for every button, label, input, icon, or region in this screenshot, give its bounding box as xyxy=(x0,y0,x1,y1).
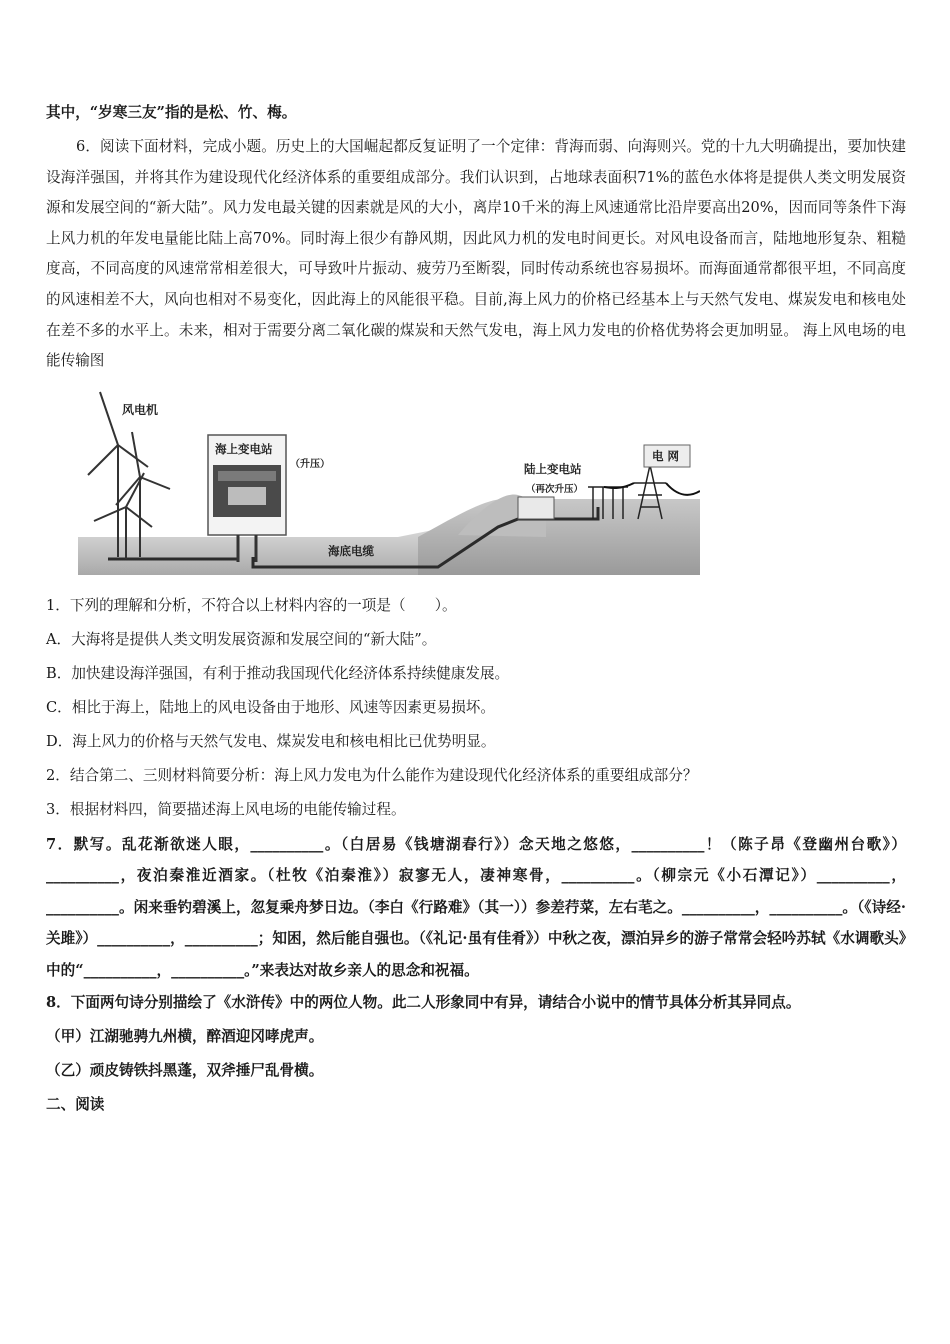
question-8-prompt: 8．下面两句诗分别描绘了《水浒传》中的两位人物。此二人形象同中有异，请结合小说中的情节具体分析其异同点。 xyxy=(46,994,801,1012)
question-8-line-a: （甲）江湖驰骋九州横，醉酒迎冈哮虎声。 xyxy=(46,1028,324,1046)
option-a: A．大海将是提供人类文明发展资源和发展空间的“新大陆”。 xyxy=(46,630,437,648)
onshore-station-label: 陆上变电站 xyxy=(524,461,582,476)
grid-wire-left xyxy=(604,483,634,488)
section-two-heading: 二、阅读 xyxy=(46,1096,105,1114)
question-7-dictation: 7．默写。乱花渐欲迷人眼，__________。（白居易《钱塘湖春行》）念天地之悠悠，__________！（陈子昂《登幽州台歌》）__________，夜泊秦淮近酒家。（杜牧《泊秦淮》）寂寥无人，凄神寒骨，__________。（柳宗元《小石潭记》）__________，__________。闲来垂钓碧溪上，忽复乘舟梦日边。（李白《行路难》（其一））参差荇菜，左右芼之。__________，__________。（《诗经·关雎》）__________，__________；知困，然后能自强也。（《礼记·虽有佳肴》）中秋之夜，漂泊异乡的游子常常会轻吟苏轼《水调歌头》中的“__________，__________。”来表达对故乡亲人的思念和祝福。 xyxy=(46,835,906,979)
option-c: C．相比于海上，陆地上的风电设备由于地形、风速等因素更易损坏。 xyxy=(46,698,495,716)
onshore-station-note: （再次升压） xyxy=(526,483,584,495)
platform-module xyxy=(228,487,266,505)
land-area xyxy=(418,499,700,575)
turbine-label: 风电机 xyxy=(122,402,159,417)
sub-question-2: 2．结合第二、三则材料简要分析：海上风力发电为什么能作为建设现代化经济体系的重要组成部分？ xyxy=(46,766,698,784)
question-6-subquestions xyxy=(46,589,906,827)
seabed-cable-label: 海底电缆 xyxy=(328,543,374,558)
option-b: B．加快建设海洋强国，有利于推动我国现代化经济体系持续健康发展。 xyxy=(46,664,510,682)
intro-line: 其中，“岁寒三友”指的是松、竹、梅。 xyxy=(46,104,297,121)
platform-deck xyxy=(218,471,276,481)
power-transmission-figure xyxy=(78,387,700,575)
option-d: D．海上风力的价格与天然气发电、煤炭发电和核电相比已优势明显。 xyxy=(46,732,496,750)
question-8 xyxy=(46,986,906,1088)
sub-question-1: 1．下列的理解和分析，不符合以上材料内容的一项是（ ）。 xyxy=(46,596,457,614)
sub-question-3: 3．根据材料四，简要描述海上风电场的电能传输过程。 xyxy=(46,800,406,818)
grid-wire xyxy=(666,483,700,495)
grid-label: 电 网 xyxy=(652,448,680,463)
question-6-passage: 6．阅读下面材料，完成小题。历史上的大国崛起都反复证明了一个定律：背海而弱、向海则兴。党的十九大明确提出，要加快建设海洋强国，并将其作为建设现代化经济体系的重要组成部分。我们认识到，占地球表面积71%的蓝色水体将是提供人类文明发展资源和发展空间的“新大陆”。风力发电最关键的因素就是风的大小，离岸10千米的海上风速通常比沿岸要高出20%，因而同等条件下海上风力机的年发电量能比陆上高70%。同时海上很少有静风期，因此风力机的发电时间更长。对风电设备而言，陆地地形复杂、粗糙度高，不同高度的风速常常相差很大，可导致叶片振动、疲劳乃至断裂，同时传动系统也容易损坏。而海面通常都很平坦，不同高度的风速相差不大，风向也相对不易变化，因此海上的风能很平稳。目前,海上风力的价格已经基本上与天然气发电、煤炭发电和核电处在差不多的水平上。未来，相对于需要分离二氧化碳的煤炭和天然气发电，海上风力发电的价格优势将会更加明显。 海上风电场的电能传输图 xyxy=(46,138,906,370)
question-8-line-b: （乙）顽皮铸铁抖黑蓬，双斧捶尸乱骨横。 xyxy=(46,1062,324,1080)
offshore-station-note: （升压） xyxy=(290,458,330,470)
offshore-station-label: 海上变电站 xyxy=(215,441,273,456)
transmission-diagram xyxy=(78,387,700,575)
onshore-substation xyxy=(518,497,554,519)
document-page xyxy=(46,98,906,1122)
